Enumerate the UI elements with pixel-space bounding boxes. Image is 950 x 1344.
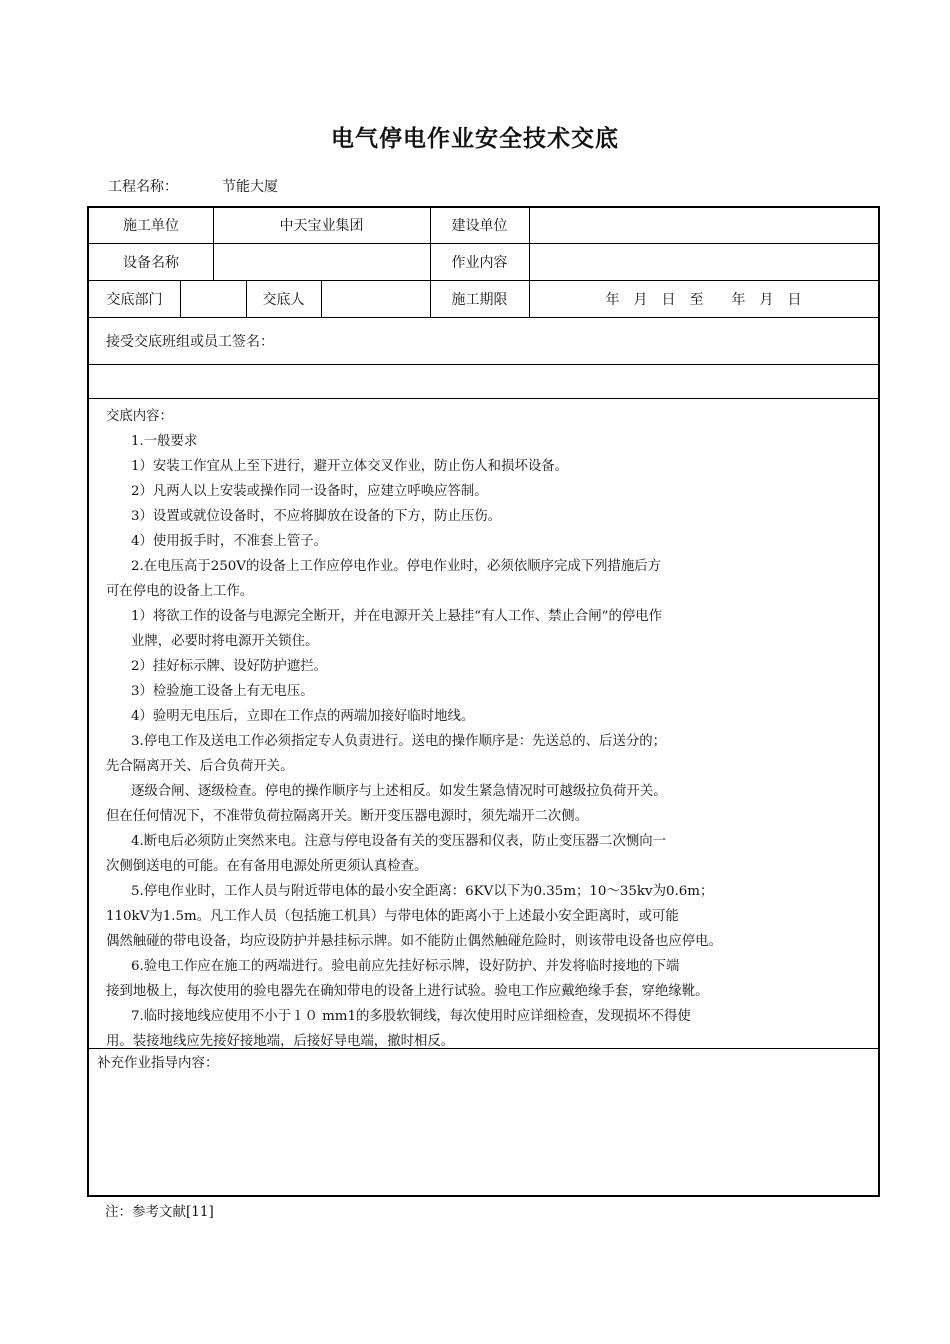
content-line: 5.停电作业时，工作人员与附近带电体的最小安全距离：6KV以下为0.35m；10～35kv为0.6m； [131, 884, 714, 899]
content-line: 1.一般要求 [131, 434, 198, 449]
presenter-label: 交底人 [262, 292, 305, 308]
content-line: 先合隔离开关、后合负荷开关。 [106, 759, 294, 774]
disclosure-form [87, 206, 880, 1197]
content-line: 用。装接地线应先接好接地端，后接好导电端，撤时相反。 [106, 1034, 455, 1049]
work-content-label: 作业内容 [451, 255, 508, 271]
builder-unit-label: 建设单位 [451, 218, 508, 234]
period-value: 年 月 日 至 年 月 日 [605, 292, 802, 308]
content-line: 2）凡两人以上安装或操作同一设备时，应建立呼唤应答制。 [131, 484, 488, 499]
department-label: 交底部门 [106, 292, 163, 308]
content-line: 1）安装工作宜从上至下进行，避开立体交叉作业，防止伤人和损坏设备。 [131, 459, 569, 474]
construction-unit-label: 施工单位 [123, 218, 179, 234]
content-line: 但在任何情况下，不准带负荷拉隔离开关。断开变压器电源时，须先端开二次侧。 [106, 809, 589, 824]
disclosure-content [89, 404, 878, 1054]
content-line: 7.临时接地线应使用不小于１０ mm1的多股软铜线，每次使用时应详细检查，发现损坏不得使 [131, 1009, 691, 1024]
content-line: 4）验明无电压后，立即在工作点的两端加接好临时地线。 [131, 709, 475, 724]
content-line: 可在停电的设备上工作。 [106, 584, 254, 599]
row-divider [89, 364, 878, 365]
content-line: 4）使用扳手时，不准套上管子。 [131, 534, 327, 549]
period-label: 施工期限 [451, 292, 508, 308]
construction-unit-value: 中天宝业集团 [279, 218, 364, 234]
row-divider [89, 398, 878, 399]
content-line: 2.在电压高于250V的设备上工作应停电作业。停电作业时，必须依顺序完成下列措施后方 [131, 559, 662, 574]
content-line: 偶然触碰的带电设备，均应设防护并悬挂标示牌。如不能防止偶然触碰危险时，则该带电设备也应停电。 [106, 934, 722, 949]
equipment-name-label: 设备名称 [123, 255, 179, 271]
column-divider [180, 280, 181, 317]
supplement-label: 补充作业指导内容： [97, 1055, 219, 1071]
content-line: 逐级合闸、逐级检查。停电的操作顺序与上述相反。如发生紧急情况时可越级拉负荷开关。 [131, 784, 667, 799]
content-line: 6.验电工作应在施工的两端进行。验电前应先挂好标示牌，设好防护、并发将临时接地的下端 [131, 959, 680, 974]
row-divider [89, 243, 878, 244]
content-line: 3.停电工作及送电工作必须指定专人负责进行。送电的操作顺序是：先送总的、后送分的； [131, 734, 667, 749]
content-line: 3）设置或就位设备时，不应将脚放在设备的下方，防止压伤。 [131, 509, 502, 524]
content-heading: 交底内容： [106, 409, 173, 424]
content-lines [89, 429, 878, 1054]
document-title: 电气停电作业安全技术交底 [331, 126, 619, 152]
content-line: 接到地极上，每次使用的验电器先在确知带电的设备上进行试验。验电工作应戴绝缘手套，穿绝缘靴。 [106, 984, 709, 999]
project-name-value: 节能大厦 [222, 179, 278, 195]
column-divider [321, 280, 322, 317]
content-line: 次侧倒送电的可能。在有备用电源处所更须认真检查。 [106, 859, 428, 874]
content-line: 业牌，必要时将电源开关锁住。 [131, 634, 319, 649]
content-line: 1）将欲工作的设备与电源完全断开，并在电源开关上悬挂“有人工作、禁止合闸”的停电作 [131, 609, 663, 624]
project-name-label: 工程名称： [108, 179, 178, 195]
project-name-row [108, 176, 278, 196]
reference-note: 注：参考文献[11] [105, 1204, 214, 1220]
content-line: 4.断电后必须防止突然来电。注意与停电设备有关的变压器和仪表，防止变压器二次恻向一 [131, 834, 667, 849]
content-line: 2）挂好标示牌、设好防护遮拦。 [131, 659, 327, 674]
row-divider [89, 280, 878, 281]
content-line: 3）检验施工设备上有无电压。 [131, 684, 314, 699]
row-divider [89, 317, 878, 318]
signature-label: 接受交底班组或员工签名： [106, 334, 274, 350]
content-line: 110kV为1.5m。凡工作人员（包括施工机具）与带电体的距离小于上述最小安全距离时，或可能 [106, 909, 679, 924]
